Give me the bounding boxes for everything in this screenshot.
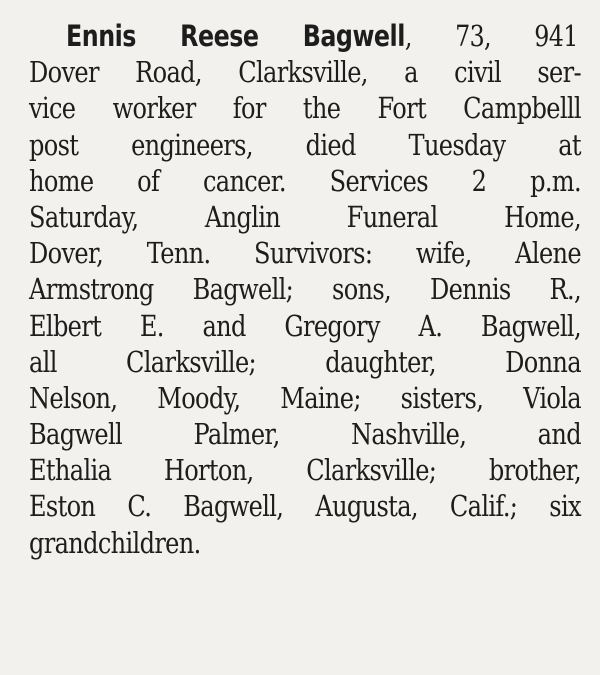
obituary-line-3: vice worker for the Fort Campbelll <box>29 91 581 126</box>
obituary-line-7: Dover, Tenn. Survivors: wife, Alene <box>29 236 581 271</box>
obituary-line-8: Armstrong Bagwell; sons, Dennis R., <box>29 272 581 307</box>
obituary-line-10: all Clarksville; daughter, Donna <box>29 344 581 379</box>
deceased-name: Ennis Reese Bagwell <box>66 19 405 53</box>
obituary-line-11: Nelson, Moody, Maine; sisters, Viola <box>29 380 581 415</box>
obituary-line-6: Saturday, Anglin Funeral Home, <box>29 199 581 234</box>
obituary-line-15: grandchildren. <box>29 525 201 560</box>
obituary-line-4: post engineers, died Tuesday at <box>29 127 581 162</box>
obituary-text <box>29 18 581 561</box>
obituary-line-9: Elbert E. and Gregory A. Bagwell, <box>29 308 581 343</box>
obituary-line-13: Ethalia Horton, Clarksville; brother, <box>29 453 581 488</box>
obituary-line-14: Eston C. Bagwell, Augusta, Calif.; six <box>29 489 581 524</box>
obituary-line-2: Dover Road, Clarksville, a civil ser- <box>29 55 581 90</box>
obituary-line-5: home of cancer. Services 2 p.m. <box>29 163 581 198</box>
obituary-line-12: Bagwell Palmer, Nashville, and <box>29 417 581 452</box>
obituary-line-1: Ennis Reese Bagwell, 73, 941 <box>66 19 578 53</box>
